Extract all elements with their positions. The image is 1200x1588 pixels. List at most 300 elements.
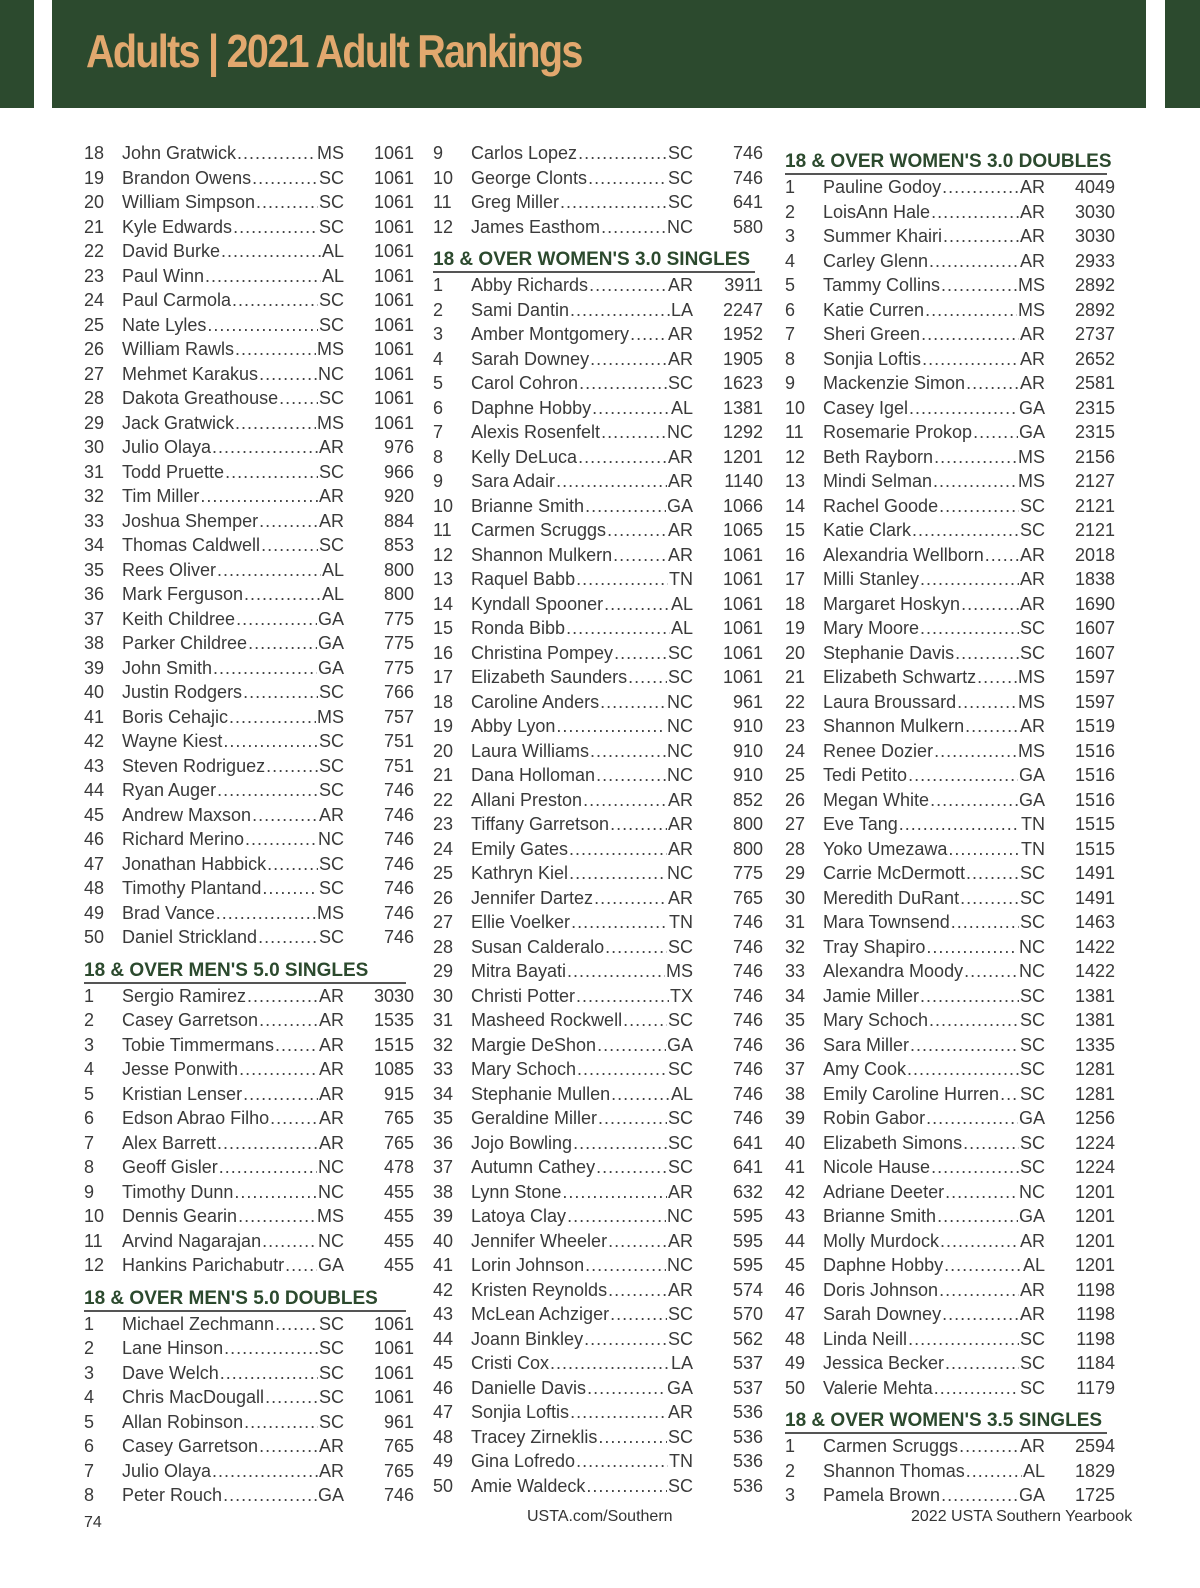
state-code: AR (1019, 1436, 1045, 1456)
leader-dots (556, 469, 667, 494)
rank-number: 19 (433, 716, 454, 736)
state-code: SC (318, 682, 344, 702)
state-code: SC (1019, 1132, 1045, 1153)
ranking-row (84, 1361, 414, 1386)
rank-number: 43 (433, 1304, 454, 1324)
rating-points: 2315 (1074, 422, 1115, 442)
rating-points: 595 (732, 1230, 763, 1251)
rating-points: 574 (732, 1279, 763, 1300)
leader-dots (212, 435, 318, 460)
leader-dots (955, 641, 1019, 666)
ranking-row (433, 788, 763, 813)
rank-number: 3 (84, 1034, 95, 1055)
rank-number: 36 (433, 1132, 454, 1153)
player-name: George Clonts (471, 167, 588, 188)
player-name: Nate Lyles (122, 314, 207, 335)
state-code: AR (318, 1083, 344, 1104)
state-code: MS (1018, 691, 1045, 712)
player-name: Stephanie Mullen (471, 1083, 611, 1104)
player-name: Carley Glenn (823, 250, 929, 271)
leader-dots (630, 322, 667, 347)
player-name: Emily Gates (471, 838, 569, 859)
leader-dots (920, 984, 1019, 1009)
rank-number: 18 (433, 691, 454, 712)
player-name: Geraldine Miller (471, 1108, 598, 1128)
state-code: AL (1022, 1460, 1045, 1481)
rating-points: 1281 (1074, 1059, 1115, 1079)
ranking-row (433, 641, 763, 666)
ranking-row (433, 935, 763, 960)
state-code: AR (318, 510, 344, 531)
ranking-row (433, 420, 763, 445)
rating-points: 1061 (373, 314, 414, 335)
player-name: Megan White (823, 789, 930, 810)
leader-dots (908, 763, 1018, 788)
leader-dots (940, 1229, 1019, 1254)
leader-dots (961, 592, 1019, 617)
ranking-row (433, 616, 763, 641)
leader-dots (235, 337, 316, 362)
rank-number: 37 (84, 608, 105, 629)
rank-number: 35 (84, 559, 105, 580)
ranking-row (785, 1180, 1115, 1205)
state-code: MS (317, 706, 344, 727)
state-code: AR (667, 814, 693, 834)
leader-dots (601, 215, 666, 240)
leader-dots (262, 1229, 317, 1254)
rating-points: 910 (732, 716, 763, 736)
rank-number: 42 (785, 1181, 806, 1202)
player-name: Renee Dozier (823, 740, 934, 761)
rank-number: 17 (433, 667, 454, 687)
rating-points: 1201 (1074, 1206, 1115, 1226)
rating-points: 3030 (1074, 226, 1115, 246)
ranking-row (785, 959, 1115, 984)
rank-number: 2 (84, 1338, 95, 1358)
rank-number: 32 (84, 486, 105, 506)
state-code: AR (667, 324, 693, 344)
player-name: Tobie Timmermans (122, 1034, 275, 1055)
ranking-row (785, 1155, 1115, 1180)
state-code: NC (318, 1181, 344, 1202)
state-code: SC (1019, 1157, 1045, 1177)
section-header: 18 & OVER WOMEN'S 3.0 SINGLES (433, 249, 755, 273)
player-name: Steven Rodriguez (122, 755, 266, 776)
rank-number: 47 (84, 853, 105, 874)
player-name: Mark Ferguson (122, 584, 244, 604)
rating-points: 1335 (1074, 1034, 1115, 1055)
state-code: AL (321, 584, 344, 604)
state-code: AL (670, 397, 693, 418)
ranking-row (433, 1204, 763, 1229)
player-name: Mary Moore (823, 618, 920, 638)
rating-points: 2121 (1074, 520, 1115, 540)
leader-dots (244, 582, 321, 607)
player-name: Dave Welch (122, 1362, 219, 1383)
player-name: Eve Tang (823, 814, 898, 834)
ranking-row (785, 175, 1115, 200)
player-name: Milli Stanley (823, 569, 920, 589)
player-name: Shannon Mulkern (823, 716, 965, 736)
player-name: Mehmet Karakus (122, 363, 259, 384)
state-code: SC (318, 1387, 344, 1407)
rank-number: 13 (785, 471, 806, 491)
player-name: Mara Townsend (823, 912, 950, 932)
rating-points: 1061 (722, 642, 763, 663)
rank-number: 3 (785, 226, 796, 246)
ranking-row (785, 641, 1115, 666)
rank-number: 41 (433, 1255, 454, 1275)
rank-number: 25 (84, 314, 105, 335)
state-code: MS (317, 902, 344, 923)
state-code: NC (318, 363, 344, 384)
player-name: Boris Cehajic (122, 706, 229, 727)
state-code: MS (1018, 275, 1045, 295)
leader-dots (985, 543, 1019, 568)
ranking-row (433, 347, 763, 372)
ranking-row (433, 1302, 763, 1327)
state-code: GA (317, 1255, 344, 1275)
state-code: AR (318, 1436, 344, 1456)
rank-number: 1 (785, 177, 796, 197)
rating-points: 961 (383, 1411, 414, 1432)
player-name: William Rawls (122, 339, 234, 359)
state-code: MS (317, 1206, 344, 1226)
rating-points: 746 (383, 829, 414, 849)
rating-points: 1535 (373, 1010, 414, 1030)
ranking-row (433, 1351, 763, 1376)
player-name: Summer Khairi (823, 226, 943, 246)
rating-points: 2247 (722, 299, 763, 320)
rating-points: 1061 (373, 216, 414, 237)
leader-dots (966, 371, 1019, 396)
rank-number: 1 (785, 1436, 796, 1456)
state-code: MS (317, 339, 344, 359)
player-name: Ryan Auger (122, 780, 217, 800)
ranking-row (84, 1434, 414, 1459)
leader-dots (219, 1155, 317, 1180)
rating-points: 746 (383, 804, 414, 825)
rating-points: 2892 (1074, 299, 1115, 320)
state-code: GA (666, 1034, 693, 1055)
rank-number: 34 (785, 985, 806, 1006)
player-name: Brianne Smith (823, 1206, 937, 1226)
ranking-row (785, 1253, 1115, 1278)
rank-number: 34 (84, 535, 105, 555)
state-code: GA (1018, 1206, 1045, 1226)
rating-points: 1061 (722, 569, 763, 589)
leader-dots (233, 215, 318, 240)
player-name: Linda Neill (823, 1328, 908, 1349)
player-name: Andrew Maxson (122, 804, 252, 825)
player-name: Abby Lyon (471, 716, 556, 736)
state-code: MS (1018, 299, 1045, 320)
ranking-row (433, 690, 763, 715)
leader-dots (613, 543, 667, 568)
rank-number: 8 (785, 348, 796, 369)
player-name: Tracey Zirneklis (471, 1426, 598, 1447)
state-code: SC (318, 314, 344, 335)
player-name: John Gratwick (122, 143, 237, 163)
rating-points: 746 (732, 912, 763, 932)
leader-dots (261, 533, 318, 558)
player-name: Kristian Lenser (122, 1083, 243, 1104)
rank-number: 40 (433, 1230, 454, 1251)
player-name: Paul Carmola (122, 290, 232, 310)
player-name: Molly Murdock (823, 1230, 940, 1251)
state-code: AR (318, 1460, 344, 1481)
state-code: SC (1019, 618, 1045, 638)
leader-dots (934, 445, 1017, 470)
leader-dots (600, 690, 666, 715)
leader-dots (910, 1033, 1019, 1058)
leader-dots (232, 288, 318, 313)
rating-points: 910 (732, 765, 763, 785)
state-code: AR (667, 348, 693, 369)
state-code: SC (318, 216, 344, 237)
ranking-row (785, 1106, 1115, 1131)
rank-number: 9 (433, 143, 444, 163)
ranking-row (84, 460, 414, 485)
ranking-row (433, 959, 763, 984)
leader-dots (220, 1361, 318, 1386)
rating-points: 1515 (1074, 814, 1115, 834)
leader-dots (586, 1474, 667, 1499)
leader-dots (566, 616, 670, 641)
leader-dots (945, 1180, 1018, 1205)
ranking-row (433, 273, 763, 298)
rank-number: 8 (433, 446, 444, 467)
rating-points: 1952 (722, 324, 763, 344)
rank-number: 7 (84, 1132, 95, 1153)
rank-number: 18 (84, 143, 105, 163)
ranking-row (785, 420, 1115, 445)
rank-number: 21 (785, 667, 806, 687)
player-name: Carlos Lopez (471, 143, 578, 163)
rating-points: 1491 (1074, 887, 1115, 908)
rating-points: 746 (732, 961, 763, 981)
leader-dots (258, 925, 318, 950)
player-name: Casey Garretson (122, 1436, 259, 1456)
rating-points: 1061 (722, 667, 763, 687)
rating-points: 1381 (1074, 985, 1115, 1006)
rating-points: 852 (732, 789, 763, 810)
rank-number: 45 (785, 1255, 806, 1275)
leader-dots (571, 910, 668, 935)
player-name: Parker Childree (122, 633, 248, 653)
ranking-row (785, 1229, 1115, 1254)
ranking-row (785, 543, 1115, 568)
rating-points: 536 (732, 1451, 763, 1471)
state-code: SC (318, 535, 344, 555)
state-code: SC (318, 461, 344, 482)
rank-number: 2 (433, 299, 444, 320)
ranking-row (785, 910, 1115, 935)
player-name: Masheed Rockwell (471, 1010, 623, 1030)
player-name: Gina Lofredo (471, 1451, 576, 1471)
leader-dots (576, 567, 668, 592)
rating-points: 570 (732, 1304, 763, 1324)
leader-dots (243, 1082, 318, 1107)
player-name: Christi Potter (471, 985, 576, 1006)
state-code: SC (318, 731, 344, 751)
rank-number: 6 (785, 299, 796, 320)
leader-dots (585, 1253, 666, 1278)
rank-number: 30 (84, 437, 105, 457)
ranking-row (785, 567, 1115, 592)
player-name: Sheri Green (823, 324, 921, 344)
rating-points: 751 (383, 731, 414, 751)
leader-dots (920, 567, 1019, 592)
player-name: Rachel Goode (823, 495, 939, 516)
rating-points: 1381 (722, 397, 763, 418)
state-code: AR (1019, 1304, 1045, 1324)
rank-number: 13 (433, 569, 454, 589)
ranking-row (84, 705, 414, 730)
rating-points: 1065 (722, 520, 763, 540)
ranking-row (84, 1057, 414, 1082)
player-name: John Smith (122, 657, 213, 678)
rank-number: 40 (84, 682, 105, 702)
player-name: Katie Curren (823, 299, 925, 320)
state-code: SC (667, 1132, 693, 1153)
rank-number: 14 (785, 495, 806, 516)
player-name: Timothy Dunn (122, 1181, 234, 1202)
rank-number: 8 (84, 1485, 95, 1505)
rank-number: 24 (84, 290, 105, 310)
rank-number: 4 (84, 1059, 95, 1079)
player-name: Pamela Brown (823, 1485, 941, 1505)
state-code: MS (317, 412, 344, 433)
header-band-right (1165, 0, 1200, 108)
state-code: SC (667, 1010, 693, 1030)
ranking-row (433, 861, 763, 886)
ranking-row (433, 837, 763, 862)
state-code: GA (666, 1377, 693, 1398)
player-name: Meredith DuRant (823, 887, 960, 908)
rank-number: 40 (785, 1132, 806, 1153)
rank-number: 5 (785, 275, 796, 295)
player-name: Michael Zechmann (122, 1313, 275, 1334)
player-name: Jessica Becker (823, 1353, 945, 1373)
rating-points: 1463 (1074, 912, 1115, 932)
state-code: AR (667, 1181, 693, 1202)
rank-number: 11 (433, 192, 452, 212)
leader-dots (562, 1180, 667, 1205)
state-code: GA (1018, 1108, 1045, 1128)
state-code: AR (318, 1108, 344, 1128)
state-code: SC (318, 388, 344, 408)
ranking-row (785, 861, 1115, 886)
ranking-row (84, 827, 414, 852)
state-code: NC (667, 740, 693, 761)
ranking-row (433, 1376, 763, 1401)
rank-number: 42 (84, 731, 105, 751)
player-name: Jesse Ponwith (122, 1059, 239, 1079)
rating-points: 775 (383, 608, 414, 629)
state-code: AR (1019, 569, 1045, 589)
ranking-row (785, 1033, 1115, 1058)
rank-number: 49 (785, 1353, 806, 1373)
player-name: Jennifer Dartez (471, 887, 594, 908)
rank-number: 18 (785, 593, 806, 614)
rating-points: 1179 (1076, 1377, 1115, 1398)
rating-points: 1061 (373, 1313, 414, 1334)
rating-points: 746 (732, 936, 763, 957)
leader-dots (933, 469, 1017, 494)
player-name: Kyndall Spooner (471, 593, 604, 614)
leader-dots (200, 484, 318, 509)
leader-dots (275, 1033, 318, 1058)
state-code: AR (667, 1402, 693, 1422)
state-code: AR (667, 520, 693, 540)
state-code: AR (1019, 177, 1045, 197)
player-name: Kyle Edwards (122, 216, 233, 237)
leader-dots (247, 984, 318, 1009)
leader-dots (929, 1008, 1019, 1033)
rank-number: 49 (433, 1451, 454, 1471)
player-name: Elizabeth Simons (823, 1132, 963, 1153)
leader-dots (265, 1385, 318, 1410)
rank-number: 20 (785, 642, 806, 663)
rating-points: 910 (732, 740, 763, 761)
leader-dots (259, 362, 317, 387)
state-code: AR (318, 1059, 344, 1079)
rank-number: 35 (785, 1010, 806, 1030)
player-name: Tiffany Garretson (471, 814, 610, 834)
leader-dots (577, 1057, 667, 1082)
leader-dots (270, 1106, 318, 1131)
player-name: Dana Holloman (471, 765, 596, 785)
ranking-row (433, 1033, 763, 1058)
rating-points: 1061 (373, 1338, 414, 1358)
ranking-row (433, 592, 763, 617)
state-code: SC (1019, 1034, 1045, 1055)
ranking-row (785, 984, 1115, 1009)
rank-number: 12 (785, 446, 806, 467)
state-code: SC (1019, 887, 1045, 908)
rank-number: 50 (433, 1475, 454, 1496)
rank-number: 11 (433, 520, 452, 540)
leader-dots (596, 763, 666, 788)
rank-number: 34 (433, 1083, 454, 1104)
rank-number: 29 (433, 961, 454, 981)
player-name: Arvind Nagarajan (122, 1230, 262, 1251)
rating-points: 1061 (373, 290, 414, 310)
rating-points: 1690 (1074, 593, 1115, 614)
rank-number: 27 (785, 814, 806, 834)
rating-points: 2892 (1074, 275, 1115, 295)
ranking-row (433, 739, 763, 764)
state-code: AR (667, 1230, 693, 1251)
state-code: NC (1019, 936, 1045, 957)
rating-points: 537 (732, 1353, 763, 1373)
player-name: Susan Calderalo (471, 936, 605, 957)
rank-number: 32 (433, 1034, 454, 1055)
rank-number: 3 (785, 1485, 796, 1505)
leader-dots (567, 959, 665, 984)
state-code: AR (1019, 1279, 1045, 1300)
rating-points: 1422 (1074, 961, 1115, 981)
rating-points: 915 (383, 1083, 414, 1104)
leader-dots (588, 166, 667, 191)
section-header: 18 & OVER WOMEN'S 3.5 SINGLES (785, 1410, 1107, 1434)
state-code: GA (317, 657, 344, 678)
leader-dots (212, 1459, 318, 1484)
leader-dots (579, 371, 667, 396)
state-code: AR (1019, 226, 1045, 246)
rating-points: 2315 (1074, 397, 1115, 418)
